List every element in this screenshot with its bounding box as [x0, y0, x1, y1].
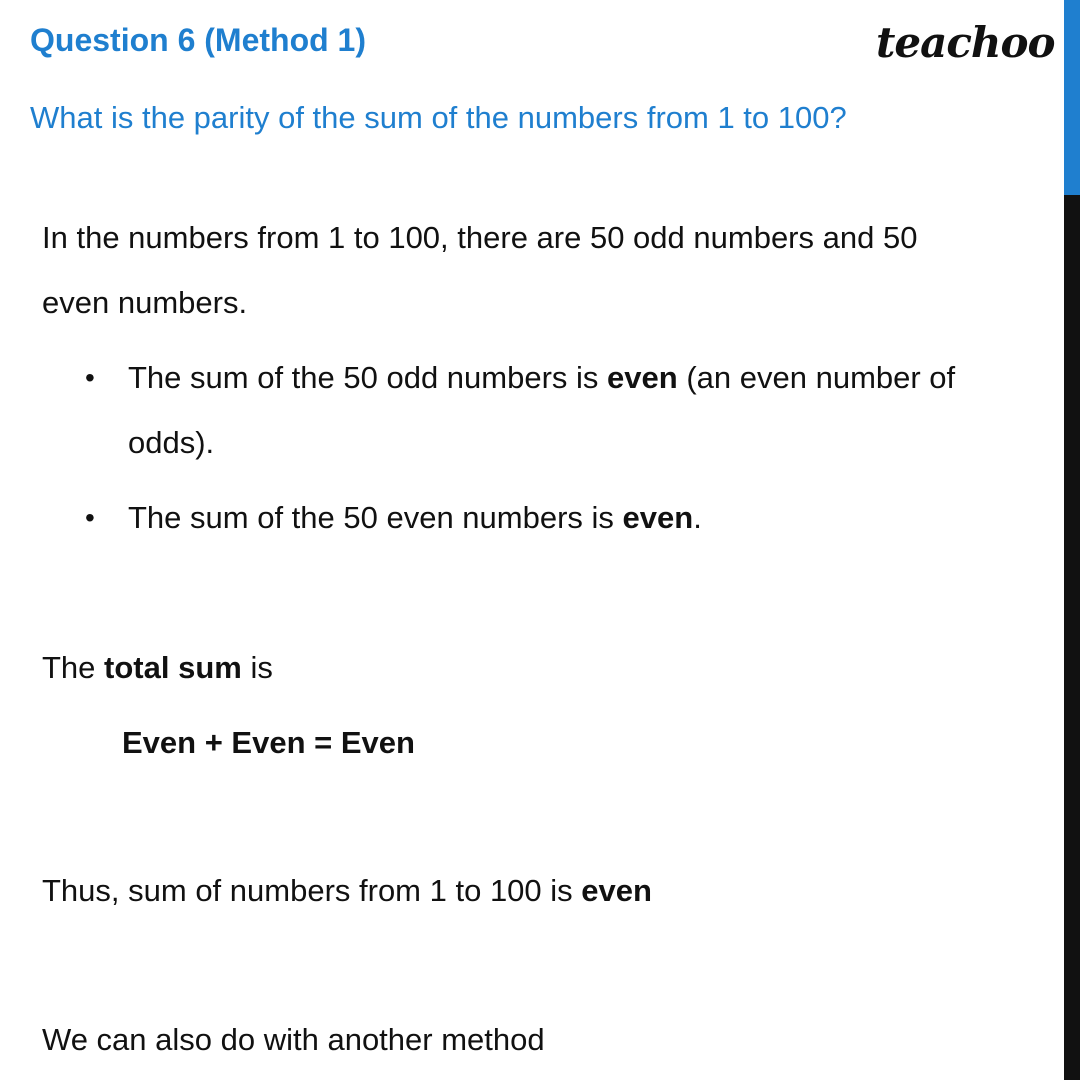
bullet-1-line-1 [128, 360, 955, 396]
side-scroll-bar [1064, 195, 1080, 1080]
total-sum-line [42, 650, 273, 686]
total-post: is [241, 650, 273, 685]
bullet-2-emphasis: even [622, 500, 694, 535]
bullet-1-line-2: odds). [128, 425, 215, 460]
bullet-1-dot: • [85, 362, 95, 393]
question-text: What is the parity of the sum of the numbers from 1 to 100? [30, 100, 847, 135]
intro-line-2: even numbers. [42, 285, 248, 320]
conclusion-emphasis: even [581, 873, 652, 908]
total-emphasis: total sum [104, 650, 242, 685]
intro-line-1: In the numbers from 1 to 100, there are 50 odd numbers and 50 [42, 220, 918, 255]
bullet-1-emphasis: even [607, 360, 678, 395]
another-method-note: We can also do with another method [42, 1022, 545, 1057]
bullet-2-line [128, 500, 702, 536]
side-accent-bar [1064, 0, 1080, 195]
bullet-2-tail: . [693, 500, 702, 535]
bullet-1-text: The sum of the 50 odd numbers is [128, 360, 608, 395]
conclusion-line [42, 873, 652, 909]
conclusion-text: Thus, sum of numbers from 1 to 100 is [42, 873, 582, 908]
question-title: Question 6 (Method 1) [30, 22, 366, 58]
teachoo-logo: teachoo [876, 18, 1055, 67]
bullet-2-dot: • [85, 502, 95, 533]
bullet-1-tail: (an even number of [677, 360, 956, 395]
parity-equation: Even + Even = Even [122, 725, 415, 760]
bullet-2-text: The sum of the 50 even numbers is [128, 500, 623, 535]
total-pre: The [42, 650, 105, 685]
